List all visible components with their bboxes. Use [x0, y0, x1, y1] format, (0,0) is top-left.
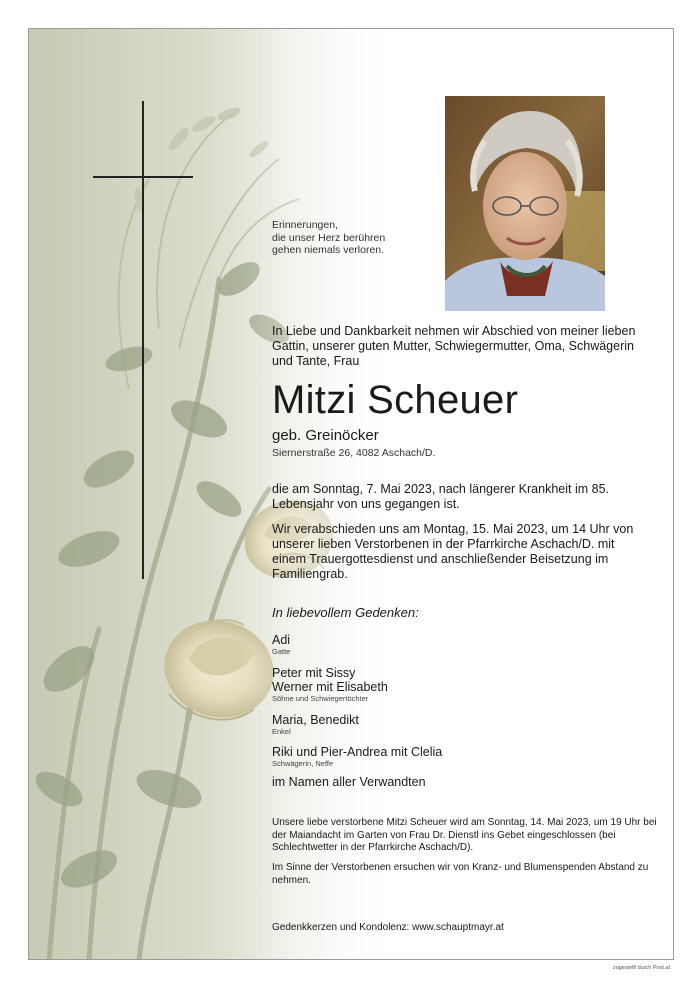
mourner-group — [272, 633, 290, 656]
mourner-name: Peter mit Sissy — [272, 666, 356, 680]
intro-text: In Liebe und Dankbarkeit nehmen wir Abschied von meiner lieben Gattin, unserer guten Mutter, Schwiegermutter, Oma, Schwägerin und Tante, Frau — [272, 324, 636, 368]
condolence-link-text: Gedenkkerzen und Kondolenz: www.schauptmayr.at — [272, 922, 504, 933]
mourner-relation: Söhne und Schwiegertöchter — [272, 694, 369, 703]
obituary-card — [28, 28, 674, 960]
quote-line: die unser Herz berühren — [272, 231, 386, 244]
mourner-relation: Gatte — [272, 647, 291, 656]
cross-horizontal-bar — [93, 176, 193, 178]
delivery-credit: zugestellt durch Post.at — [612, 965, 670, 971]
prayer-notice: Unsere liebe verstorbene Mitzi Scheuer wird am Sonntag, 14. Mai 2023, um 19 Uhr bei der Maiandacht im Garten von Frau Dr. Dienstl ins Gebet eingeschlossen (bei Schlechtwetter in der Pfarrkirche Aschach/D). — [272, 817, 657, 853]
cross-vertical-bar — [142, 101, 144, 579]
mourner-name: Maria, Benedikt — [272, 713, 359, 727]
flowers-notice: Im Sinne der Verstorbenen ersuchen wir von Kranz- und Blumenspenden Abstand zu nehmen. — [272, 862, 649, 886]
maiden-name: geb. Greinöcker — [272, 427, 379, 444]
mourner-name: Werner mit Elisabeth — [272, 680, 388, 694]
quote-line: gehen niemals verloren. — [272, 244, 385, 256]
memorial-quote — [272, 219, 385, 257]
address: Siernerstraße 26, 4082 Aschach/D. — [272, 447, 436, 459]
memory-title: In liebevollem Gedenken: — [272, 605, 419, 620]
mourner-name: Adi — [272, 633, 291, 647]
mourner-name: Riki und Pier-Andrea mit Clelia — [272, 745, 443, 759]
deceased-name: Mitzi Scheuer — [272, 378, 519, 422]
mourner-group — [272, 713, 359, 736]
deceased-portrait-photo — [445, 96, 605, 311]
mourner-relation: Schwägerin, Neffe — [272, 759, 334, 768]
death-text: die am Sonntag, 7. Mai 2023, nach längerer Krankheit im 85. Lebensjahr von uns gegangen ist. — [272, 482, 610, 511]
quote-line: Erinnerungen, — [272, 219, 338, 231]
mourner-group — [272, 666, 388, 703]
mourner-relation: Enkel — [272, 727, 291, 736]
relatives-line: im Namen aller Verwandten — [272, 775, 426, 789]
mourner-group — [272, 745, 442, 768]
farewell-text: Wir verabschieden uns am Montag, 15. Mai 2023, um 14 Uhr von unserer lieben Verstorbenen in der Pfarrkirche Aschach/D. mit einem Trauergottesdienst und anschließender Beisetzung im Familiengrab. — [272, 522, 634, 581]
